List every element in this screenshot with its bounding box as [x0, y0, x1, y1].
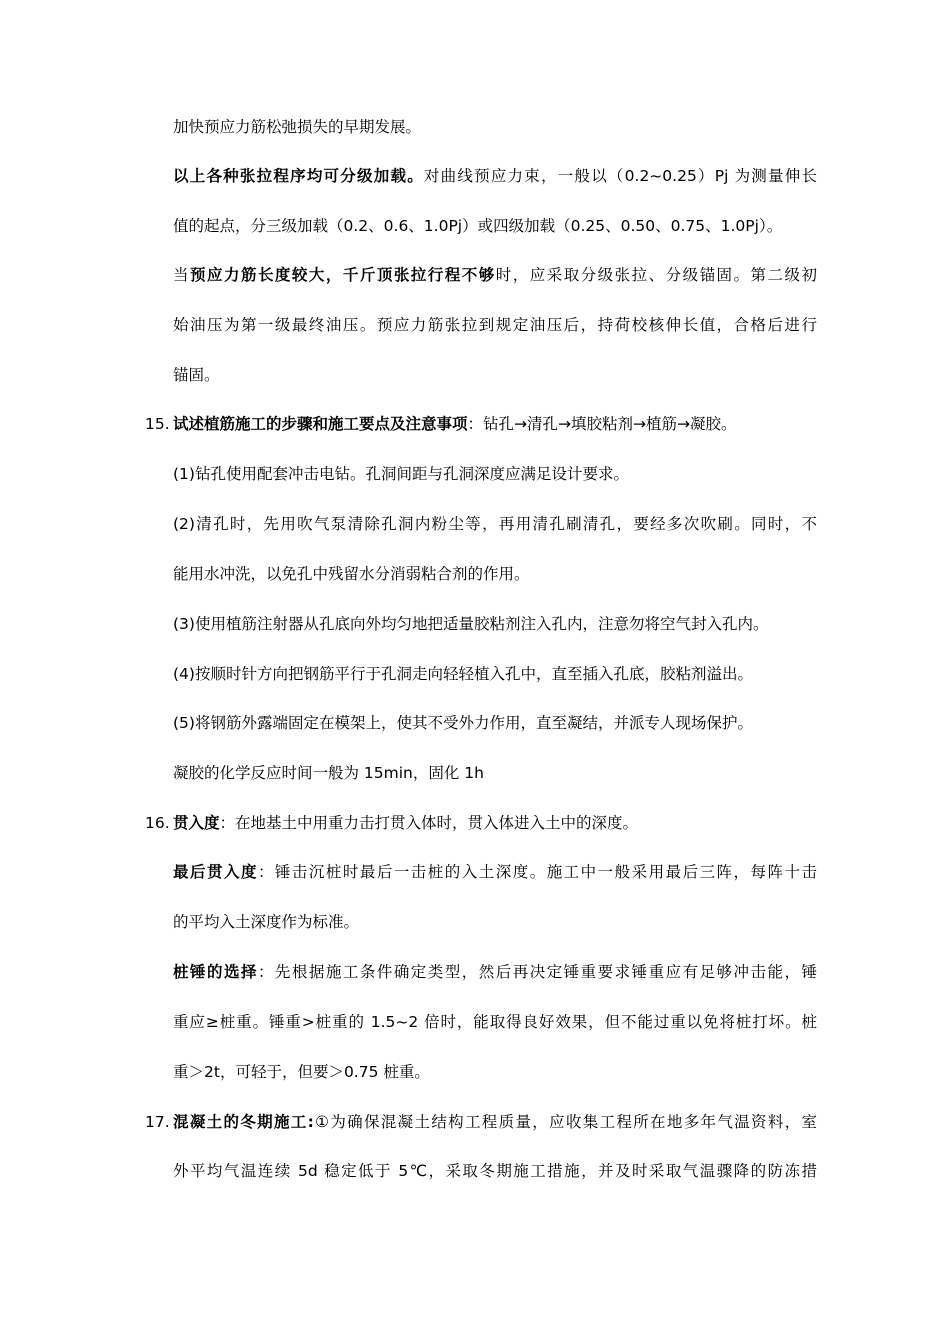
- bold-phrase: 桩锤的选择: [173, 963, 258, 981]
- paragraph-line: (1)钻孔使用配套冲击电钻。孔洞间距与孔洞深度应满足设计要求。: [173, 465, 629, 483]
- item-number: 16.: [145, 814, 170, 832]
- bold-phrase: 试述植筋施工的步骤和施工要点及注意事项: [173, 415, 468, 433]
- item-number: 15.: [145, 415, 170, 433]
- paragraph-line: 始油压为第一级最终油压。预应力筋张拉到规定油压后，持荷校核伸长值，合格后进行: [173, 316, 817, 334]
- paragraph-line: 以上各种张拉程序均可分级加载。对曲线预应力束，一般以（0.2~0.25）Pj 为测量伸长: [173, 167, 817, 185]
- paragraph-line: 锚固。: [173, 366, 220, 384]
- paragraph-line: (3)使用植筋注射器从孔底向外均匀地把适量胶粘剂注入孔内，注意勿将空气封入孔内。: [173, 615, 769, 633]
- bold-phrase: 预应力筋长度较大，千斤顶张拉行程不够: [190, 266, 496, 284]
- paragraph-line: 桩锤的选择：先根据施工条件确定类型，然后再决定锤重要求锤重应有足够冲击能，锤: [173, 963, 817, 981]
- paragraph-line: 凝胶的化学反应时间一般为 15min，固化 1h: [173, 764, 484, 782]
- paragraph-line: (2)清孔时，先用吹气泵清除孔洞内粉尘等，再用清孔刷清孔，要经多次吹刷。同时，不: [173, 515, 817, 533]
- paragraph-line: 混凝土的冬期施工:①为确保混凝土结构工程质量，应收集工程所在地多年气温资料，室: [173, 1113, 817, 1131]
- paragraph-line: 贯入度：在地基土中用重力击打贯入体时，贯入体进入土中的深度。: [173, 814, 639, 832]
- paragraph-line: 值的起点，分三级加载（0.2、0.6、1.0Pj）或四级加载（0.25、0.50、0.75、1.0Pj）。: [173, 217, 783, 235]
- paragraph-line: (4)按顺时针方向把钢筋平行于孔洞走向轻轻植入孔中，直至插入孔底，胶粘剂溢出。: [173, 665, 753, 683]
- paragraph-line: 重＞2t，可轻于，但要＞0.75 桩重。: [173, 1063, 430, 1081]
- paragraph-line: 最后贯入度：锤击沉桩时最后一击桩的入土深度。施工中一般采用最后三阵，每阵十击: [173, 863, 817, 881]
- bold-phrase: 混凝土的冬期施工:: [173, 1113, 314, 1131]
- item-number: 17.: [145, 1113, 170, 1131]
- paragraph-line: 外平均气温连续 5d 稳定低于 5℃，采取冬期施工措施，并及时采取气温骤降的防冻措: [173, 1162, 817, 1180]
- paragraph-line: 当预应力筋长度较大，千斤顶张拉行程不够时，应采取分级张拉、分级锚固。第二级初: [173, 266, 817, 284]
- paragraph-line: (5)将钢筋外露端固定在模架上，使其不受外力作用，直至凝结，并派专人现场保护。: [173, 714, 753, 732]
- bold-phrase: 贯入度: [173, 814, 220, 832]
- paragraph-line: 能用水冲洗，以免孔中残留水分消弱粘合剂的作用。: [173, 565, 530, 583]
- bold-phrase: 最后贯入度: [173, 863, 258, 881]
- bold-phrase: 以上各种张拉程序均可分级加载。: [173, 167, 424, 185]
- paragraph-line: 的平均入土深度作为标准。: [173, 913, 360, 931]
- paragraph-line: 加快预应力筋松弛损失的早期发展。: [173, 118, 422, 136]
- paragraph-line: 试述植筋施工的步骤和施工要点及注意事项：钻孔→清孔→填胶粘剂→植筋→凝胶。: [173, 415, 737, 433]
- paragraph-line: 重应≥桩重。锤重>桩重的 1.5~2 倍时，能取得良好效果，但不能过重以免将桩打坏。桩: [173, 1013, 817, 1031]
